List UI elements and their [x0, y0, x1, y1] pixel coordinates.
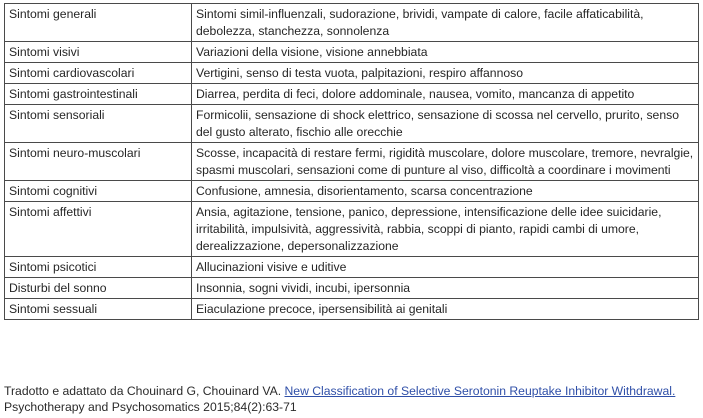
- symptoms-cell: Variazioni della visione, visione annebbiata: [192, 42, 699, 63]
- symptoms-table-container: [4, 3, 698, 320]
- table-row: [5, 202, 699, 257]
- citation-article-link[interactable]: New Classification of Selective Serotonin Reuptake Inhibitor Withdrawal.: [284, 384, 676, 398]
- category-cell: Sintomi cognitivi: [5, 181, 192, 202]
- symptoms-cell: Vertigini, senso di testa vuota, palpitazioni, respiro affannoso: [192, 63, 699, 84]
- symptoms-cell: Allucinazioni visive e uditive: [192, 257, 699, 278]
- category-cell: Sintomi cardiovascolari: [5, 63, 192, 84]
- symptoms-cell: Formicolii, sensazione di shock elettrico, sensazione di scossa nel cervello, prurito, senso del gusto alterato, fischio alle orecchie: [192, 105, 699, 143]
- table-row: [5, 105, 699, 143]
- symptoms-table: [4, 3, 699, 320]
- table-row: [5, 181, 699, 202]
- category-cell: Sintomi sensoriali: [5, 105, 192, 143]
- table-row: [5, 257, 699, 278]
- category-cell: Sintomi psicotici: [5, 257, 192, 278]
- symptoms-cell: Ansia, agitazione, tensione, panico, depressione, intensificazione delle idee suicidarie, irritabilità, impulsività, aggressività, rabbia, scoppi di pianto, rapidi cambi di umore, derealizzazione, depersonalizzazione: [192, 202, 699, 257]
- table-row: [5, 84, 699, 105]
- symptoms-cell: Scosse, incapacità di restare fermi, rigidità muscolare, dolore muscolare, tremore, nevralgie, spasmi muscolari, sensazioni come di punture al viso, difficoltà a coordinare i movimenti: [192, 143, 699, 181]
- category-cell: Sintomi visivi: [5, 42, 192, 63]
- table-row: [5, 4, 699, 42]
- symptoms-cell: Sintomi simil-influenzali, sudorazione, brividi, vampate di calore, facile affaticabilità, debolezza, stanchezza, sonnolenza: [192, 4, 699, 42]
- category-cell: Sintomi generali: [5, 4, 192, 42]
- citation-prefix: Tradotto e adattato da Chouinard G, Chouinard VA.: [4, 384, 285, 398]
- source-citation: [4, 383, 694, 415]
- category-cell: Sintomi gastrointestinali: [5, 84, 192, 105]
- symptoms-cell: Insonnia, sogni vividi, incubi, ipersonnia: [192, 278, 699, 299]
- category-cell: Sintomi neuro-muscolari: [5, 143, 192, 181]
- citation-journal: Psychotherapy and Psychosomatics 2015;84(2):63-71: [4, 400, 297, 414]
- symptoms-cell: Confusione, amnesia, disorientamento, scarsa concentrazione: [192, 181, 699, 202]
- table-row: [5, 63, 699, 84]
- category-cell: Disturbi del sonno: [5, 278, 192, 299]
- table-row: [5, 278, 699, 299]
- symptoms-cell: Eiaculazione precoce, ipersensibilità ai genitali: [192, 299, 699, 320]
- category-cell: Sintomi sessuali: [5, 299, 192, 320]
- symptoms-cell: Diarrea, perdita di feci, dolore addominale, nausea, vomito, mancanza di appetito: [192, 84, 699, 105]
- table-row: [5, 42, 699, 63]
- table-row: [5, 299, 699, 320]
- category-cell: Sintomi affettivi: [5, 202, 192, 257]
- table-row: [5, 143, 699, 181]
